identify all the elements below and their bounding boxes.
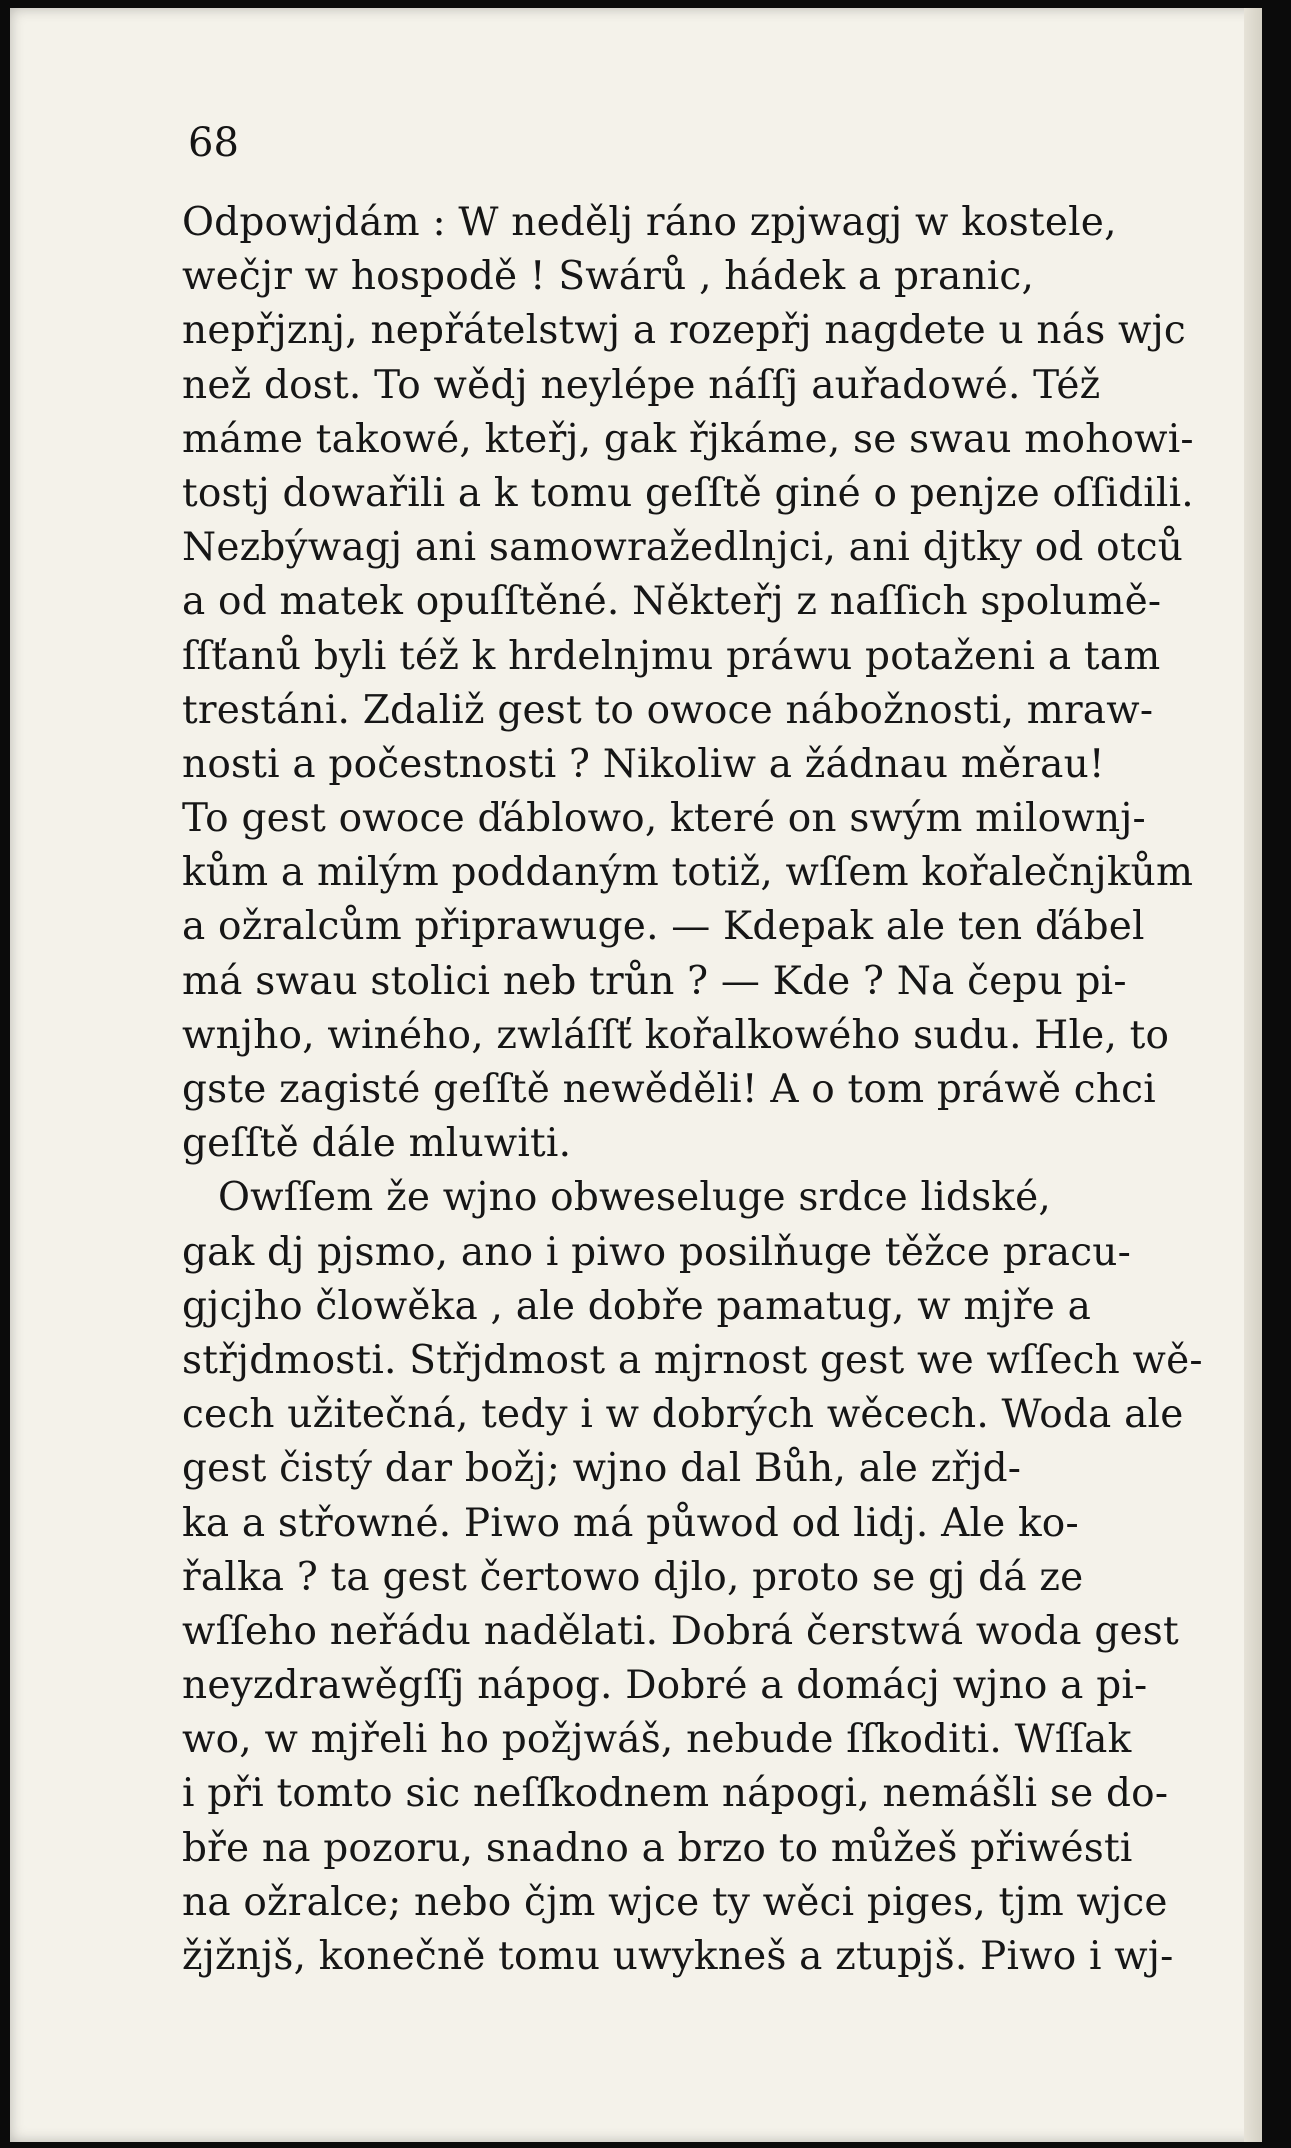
text-line: wečjr w hospodě ! Swárů , hádek a pranic,	[182, 254, 1035, 300]
text-line: řalka ? ta gest čertowo djlo, proto se gj dá ze	[182, 1554, 1084, 1600]
text-line: wo, w mjřeli ho požjwáš, nebude ſſkoditi. Wſſak	[182, 1717, 1132, 1763]
text-line: nepřjznj, nepřátelstwj a rozepřj nagdete u nás wjc	[182, 308, 1186, 354]
text-line: nosti a počestnosti ? Nikoliw a žádnau měrau!	[182, 741, 1105, 787]
paragraph-start-line: Owſſem že wjno obweseluge srdce lidské,	[218, 1175, 1051, 1221]
text-line: ſſťanů byli též k hrdelnjmu práwu potaženi a tam	[182, 633, 1161, 679]
text-line: kům a milým poddaným totiž, wſſem kořalečnjkům	[182, 850, 1194, 896]
text-line: na ožralce; nebo čjm wjce ty wěci piges, tjm wjce	[182, 1879, 1168, 1925]
text-line: i při tomto sic neſſkodnem nápogi, nemášli se do-	[182, 1771, 1169, 1817]
text-line: a od matek opuſſtěné. Někteřj z naſſich spolumě-	[182, 579, 1162, 625]
text-line: bře na pozoru, snadno a brzo to můžeš přiwésti	[182, 1825, 1133, 1871]
page-number: 68	[188, 120, 239, 166]
text-line: trestáni. Zdaliž gest to owoce nábožnosti, mraw-	[182, 687, 1154, 733]
text-line: gest čistý dar božj; wjno dal Bůh, ale zřjd-	[182, 1446, 1022, 1492]
text-line: geſſtě dále mluwiti.	[182, 1121, 572, 1167]
text-line: gste zagisté geſſtě newěděli! A o tom práwě chci	[182, 1067, 1156, 1112]
text-line: má swau stolici neb trůn ? — Kde ? Na čepu pi-	[182, 958, 1127, 1004]
text-line: střjdmosti. Střjdmost a mjrnost gest we wſſech wě-	[182, 1337, 1203, 1383]
text-line: a ožralcům připrawuge. — Kdepak ale ten ďábel	[182, 904, 1145, 950]
text-line: než dost. To wědj neylépe náſſj auřadowé. Též	[182, 362, 1101, 408]
text-line: gak dj pjsmo, ano i piwo posilňuge těžce pracu-	[182, 1229, 1131, 1275]
body-text	[182, 196, 1202, 1984]
text-line: tostj dowařili a k tomu geſſtě giné o penjze oſſidili.	[182, 470, 1194, 516]
text-line: ka a střowné. Piwo má půwod od lidj. Ale ko-	[182, 1500, 1079, 1546]
text-line: gjcjho člowěka , ale dobře pamatug, w mjře a	[182, 1283, 1092, 1329]
text-line: To gest owoce ďáblowo, které on swým milownj-	[182, 796, 1146, 842]
text-line: wſſeho neřádu nadělati. Dobrá čerstwá woda gest	[182, 1608, 1179, 1654]
book-page	[10, 8, 1262, 2142]
page-edge	[1244, 8, 1262, 2142]
text-line: wnjho, winého, zwláſſť kořalkowého sudu. Hle, to	[182, 1012, 1170, 1058]
text-line: máme takowé, kteřj, gak řjkáme, se swau mohowi-	[182, 416, 1194, 462]
text-line: žjžnjš, konečně tomu uwykneš a ztupjš. Piwo i wj-	[182, 1934, 1174, 1979]
text-line: Nezbýwagj ani samowražedlnjci, ani djtky od otců	[182, 525, 1184, 571]
text-line: neyzdrawěgſſj nápog. Dobré a domácj wjno a pi-	[182, 1663, 1148, 1709]
text-line: cech užitečná, tedy i w dobrých wěcech. Woda ale	[182, 1392, 1184, 1438]
text-line: Odpowjdám : W nedělj ráno zpjwagj w kostele,	[182, 200, 1117, 245]
